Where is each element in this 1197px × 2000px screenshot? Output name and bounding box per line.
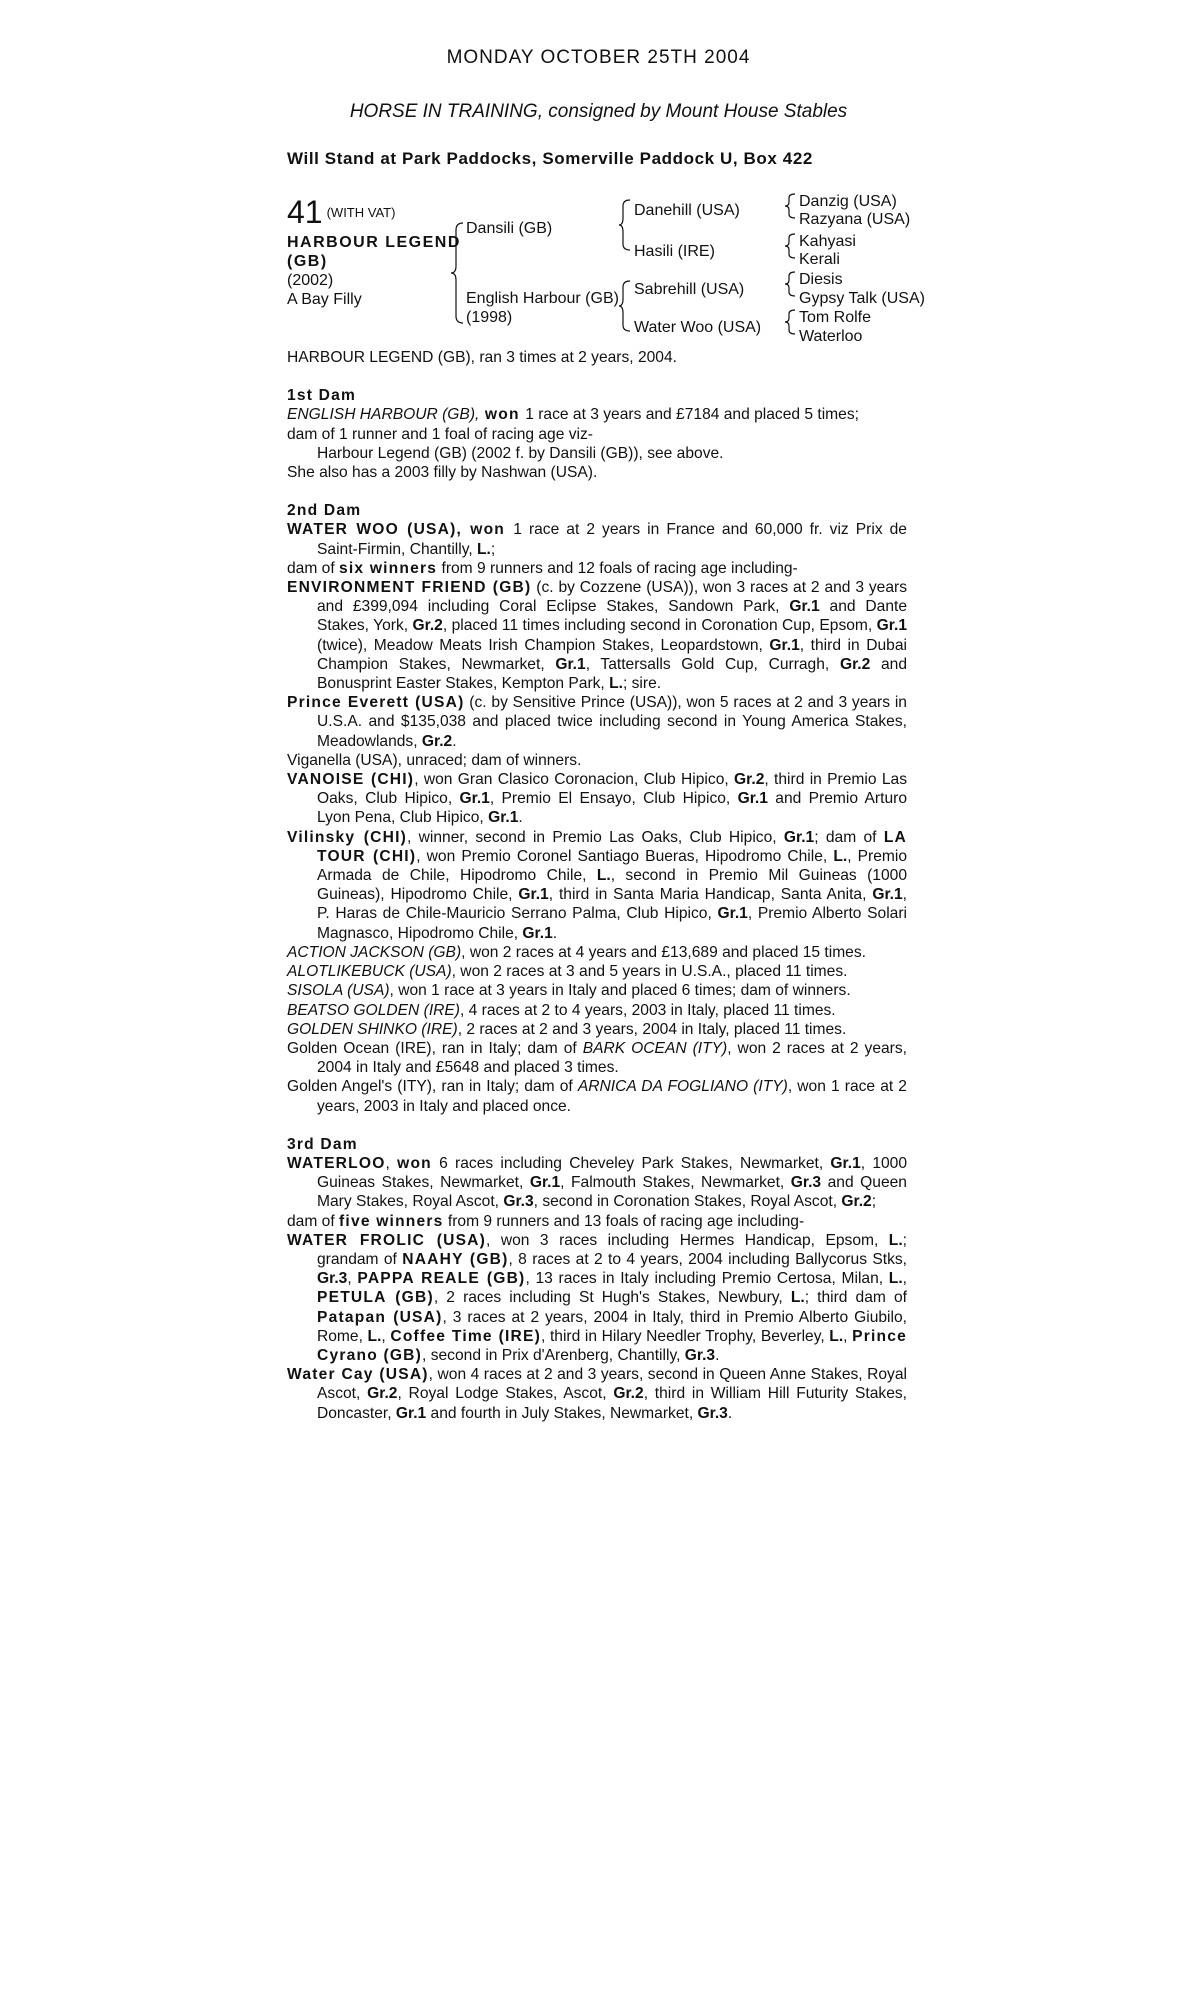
first-dam-heading: 1st Dam	[287, 387, 357, 405]
list-item: Water Cay (USA), won 4 races at 2 and 3 years, second in Queen Anne Stakes, Royal Ascot, Gr.2, Royal Lodge Stakes, Ascot, Gr.2, third in William Hill Futurity Stakes, Doncaster, Gr.1 and fourth in July Stakes, Newmarket, Gr.3.	[287, 1366, 907, 1422]
second-dam-record: WATER WOO (USA), won 1 race at 2 years in France and 60,000 fr. viz Prix de Saint-Firmin, Chantilly, L.;	[287, 521, 907, 558]
horse-origin: (GB)	[287, 253, 328, 270]
lot-number-value: 41	[287, 194, 323, 230]
list-item: Golden Angel's (ITY), ran in Italy; dam of ARNICA DA FOGLIANO (ITY), won 1 race at 2 years, 2003 in Italy and placed once.	[287, 1078, 907, 1115]
pedigree-sire: Dansili (GB)	[466, 220, 553, 237]
list-item: BEATSO GOLDEN (IRE), 4 races at 2 to 4 years, 2003 in Italy, placed 11 times.	[287, 1001, 836, 1019]
horse-name: HARBOUR LEGEND	[287, 234, 461, 251]
horse-description: A Bay Filly	[287, 291, 362, 308]
pedigree-sds: Kahyasi	[799, 233, 856, 250]
pedigree-sss: Danzig (USA)	[799, 193, 897, 210]
list-item: Prince Everett (USA) (c. by Sensitive Prince (USA)), won 5 races at 2 and 3 years in U.S.A. and $135,038 and placed twice including second in Young America Stakes, Meadowlands, Gr.2.	[287, 694, 907, 750]
pedigree-ddd: Waterloo	[799, 328, 863, 345]
list-item: ALOTLIKEBUCK (USA), won 2 races at 3 and 5 years in U.S.A., placed 11 times.	[287, 963, 848, 981]
pedigree-ssd: Razyana (USA)	[799, 211, 911, 228]
vat-label: (WITH VAT)	[326, 205, 396, 220]
first-dam-produce: dam of 1 runner and 1 foal of racing age viz-	[287, 425, 593, 443]
list-item: WATER FROLIC (USA), won 3 races including Hermes Handicap, Epsom, L.; grandam of NAAHY (GB), 8 races at 2 to 4 years, 2004 including Ballycorus Stks, Gr.3, PAPPA REALE (GB), 13 races in Italy including Premio Certosa, Milan, L., PETULA (GB), 2 races including St Hugh's Stakes, Newbury, L.; third dam of Patapan (USA), 3 races at 2 years, 2004 in Italy, third in Premio Alberto Giubilo, Rome, L., Coffee Time (IRE), third in Hilary Needler Trophy, Beverley, L., Prince Cyrano (GB), second in Prix d'Arenberg, Chantilly, Gr.3.	[287, 1231, 907, 1364]
list-item: ACTION JACKSON (GB), won 2 races at 4 years and £13,689 and placed 15 times.	[287, 943, 866, 961]
third-dam-record: WATERLOO, won 6 races including Cheveley Park Stakes, Newmarket, Gr.1, 1000 Guineas Stakes, Newmarket, Gr.1, Falmouth Stakes, Newmarket, Gr.3 and Queen Mary Stakes, Royal Ascot, Gr.3, second in Coronation Stakes, Royal Ascot, Gr.2;	[287, 1154, 908, 1211]
list-item: Vilinsky (CHI), winner, second in Premio Las Oaks, Club Hipico, Gr.1; dam of LA TOUR (CHI), won Premio Coronel Santiago Bueras, Hipodromo Chile, L., Premio Armada de Chile, Hipodromo Chile, L., second in Premio Mil Guineas (1000 Guineas), Hipodromo Chile, Gr.1, third in Santa Maria Handicap, Santa Anita, Gr.1, P. Haras de Chile-Mauricio Serrano Palma, Club Hipico, Gr.1, Premio Alberto Solari Magnasco, Hipodromo Chile, Gr.1.	[287, 828, 908, 942]
list-item: GOLDEN SHINKO (IRE), 2 races at 2 and 3 years, 2004 in Italy, placed 11 times.	[287, 1020, 847, 1038]
race-summary: HARBOUR LEGEND (GB), ran 3 times at 2 years, 2004.	[287, 349, 677, 366]
consignment-line: HORSE IN TRAINING, consigned by Mount House Stables	[349, 101, 848, 122]
location-line: Will Stand at Park Paddocks, Somerville Paddock U, Box 422	[287, 149, 813, 168]
pedigree-dam-dam: Water Woo (USA)	[634, 319, 762, 336]
pedigree-sdd: Kerali	[799, 251, 840, 268]
list-item: VANOISE (CHI), won Gran Clasico Coronacion, Club Hipico, Gr.2, third in Premio Las Oaks, Club Hipico, Gr.1, Premio El Ensayo, Club Hipico, Gr.1 and Premio Arturo Lyon Pena, Club Hipico, Gr.1.	[287, 771, 908, 827]
list-item: Golden Ocean (IRE), ran in Italy; dam of BARK OCEAN (ITY), won 2 races at 2 years, 2004 in Italy and £5648 and placed 3 times.	[287, 1039, 908, 1077]
second-dam-heading: 2nd Dam	[287, 502, 362, 520]
list-item: ENVIRONMENT FRIEND (GB) (c. by Cozzene (USA)), won 3 races at 2 and 3 years and £399,094 including Coral Eclipse Stakes, Sandown Park, Gr.1 and Dante Stakes, York, Gr.2, placed 11 times including second in Coronation Cup, Epsom, Gr.1 (twice), Meadow Meats Irish Champion Stakes, Leopardstown, Gr.1, third in Dubai Champion Stakes, Newmarket, Gr.1, Tattersalls Gold Cup, Curragh, Gr.2 and Bonusprint Easter Stakes, Kempton Park, L.; sire.	[287, 579, 908, 693]
pedigree-dam-sire: Sabrehill (USA)	[634, 281, 745, 298]
list-item: SISOLA (USA), won 1 race at 3 years in Italy and placed 6 times; dam of winners.	[287, 982, 851, 1000]
pedigree-sire-sire: Danehill (USA)	[634, 202, 740, 219]
horse-year: (2002)	[287, 272, 334, 289]
pedigree-dsd: Gypsy Talk (USA)	[799, 290, 925, 307]
first-dam-record: ENGLISH HARBOUR (GB), won 1 race at 3 years and £7184 and placed 5 times;	[287, 406, 859, 424]
third-dam-produce: dam of five winners from 9 runners and 13 foals of racing age including-	[287, 1212, 805, 1230]
pedigree-dds: Tom Rolfe	[799, 309, 872, 326]
pedigree-dam: English Harbour (GB)	[466, 290, 619, 307]
second-dam-produce: dam of six winners from 9 runners and 12 foals of racing age including-	[287, 559, 798, 577]
sale-date: MONDAY OCTOBER 25TH 2004	[446, 47, 751, 68]
third-dam-heading: 3rd Dam	[287, 1135, 358, 1153]
first-dam-foal: Harbour Legend (GB) (2002 f. by Dansili (GB)), see above.	[317, 444, 724, 462]
pedigree-sire-dam: Hasili (IRE)	[634, 243, 715, 260]
first-dam-note: She also has a 2003 filly by Nashwan (USA).	[287, 464, 598, 482]
pedigree-dam-year: (1998)	[466, 309, 513, 326]
dam-line-text	[287, 348, 907, 1423]
list-item: Viganella (USA), unraced; dam of winners.	[287, 751, 582, 769]
pedigree-dss: Diesis	[799, 271, 843, 288]
